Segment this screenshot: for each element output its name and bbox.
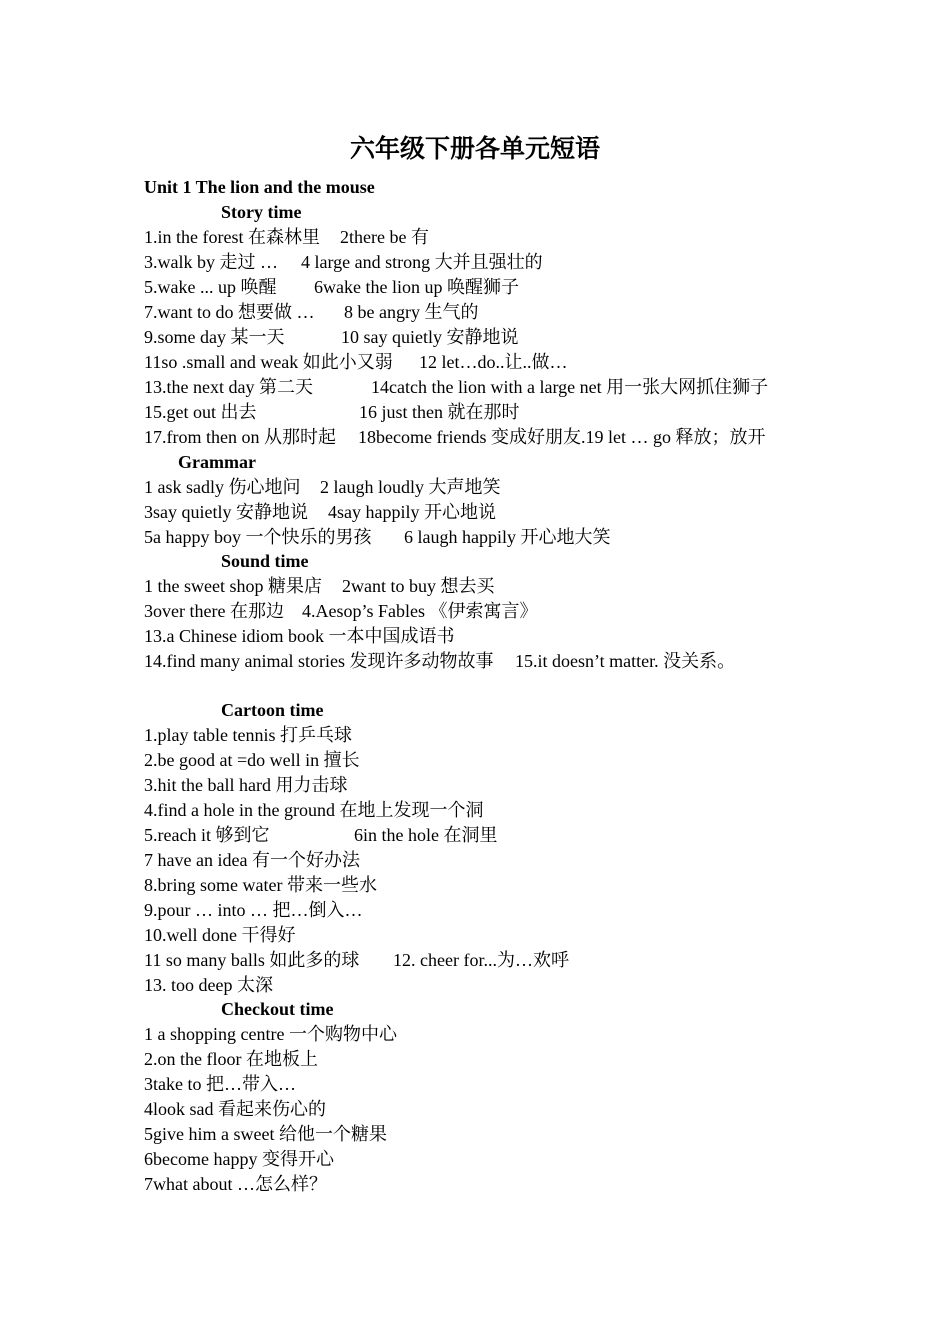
phrase-line: 5give him a sweet 给他一个糖果 xyxy=(144,1124,387,1144)
phrase: 14.find many animal stories 发现许多动物故事 xyxy=(144,651,494,671)
section-heading-grammar: Grammar xyxy=(178,452,256,472)
phrase: 18become friends 变成好朋友.19 let … go 释放；放开 xyxy=(358,427,766,447)
phrase: 15.get out 出去 xyxy=(144,402,257,422)
phrase-line: 10.well done 干得好 xyxy=(144,925,296,945)
phrase: 2want to buy 想去买 xyxy=(342,576,495,596)
phrase: 4.Aesop’s Fables 《伊索寓言》 xyxy=(302,601,538,621)
phrase: 3say quietly 安静地说 xyxy=(144,502,308,522)
phrase-line: 9.pour … into … 把…倒入… xyxy=(144,900,363,920)
phrase-line: 7 have an idea 有一个好办法 xyxy=(144,850,360,870)
phrase: 1 ask sadly 伤心地问 xyxy=(144,477,301,497)
phrase: 15.it doesn’t matter. 没关系。 xyxy=(515,651,736,671)
phrase: 16 just then 就在那时 xyxy=(359,402,520,422)
phrase-line: 4look sad 看起来伤心的 xyxy=(144,1099,326,1119)
phrase-line: 1.play table tennis 打乒乓球 xyxy=(144,725,352,745)
phrase: 5.wake ... up 唤醒 xyxy=(144,277,277,297)
phrase-line: 3take to 把…带入… xyxy=(144,1074,296,1094)
phrase: 9.some day 某一天 xyxy=(144,327,285,347)
phrase-line: 8.bring some water 带来一些水 xyxy=(144,875,377,895)
phrase: 11so .small and weak 如此小又弱 xyxy=(144,352,393,372)
phrase-line: 4.find a hole in the ground 在地上发现一个洞 xyxy=(144,800,484,820)
phrase-line: 6become happy 变得开心 xyxy=(144,1149,334,1169)
phrase: 7.want to do 想要做 … xyxy=(144,302,315,322)
page-title: 六年级下册各单元短语 xyxy=(349,136,600,163)
phrase: 6 laugh happily 开心地大笑 xyxy=(404,527,611,547)
phrase: 12. cheer for...为…欢呼 xyxy=(393,950,569,970)
phrase: 10 say quietly 安静地说 xyxy=(341,327,519,347)
section-heading-sound-time: Sound time xyxy=(221,551,309,571)
phrase-line: 1 a shopping centre 一个购物中心 xyxy=(144,1024,397,1044)
phrase: 4say happily 开心地说 xyxy=(328,502,496,522)
phrase: 14catch the lion with a large net 用一张大网抓住狮子 xyxy=(371,377,769,397)
phrase: 13.the next day 第二天 xyxy=(144,377,313,397)
phrase: 2 laugh loudly 大声地笑 xyxy=(320,477,501,497)
phrase-line: 13. too deep 太深 xyxy=(144,975,273,995)
phrase-line: 7what about …怎么样？ xyxy=(144,1174,327,1194)
section-heading-checkout-time: Checkout time xyxy=(221,999,334,1019)
phrase: 11 so many balls 如此多的球 xyxy=(144,950,360,970)
phrase: 6in the hole 在洞里 xyxy=(354,825,498,845)
section-heading-story-time: Story time xyxy=(221,202,302,222)
phrase: 2there be 有 xyxy=(340,227,429,247)
phrase: 17.from then on 从那时起 xyxy=(144,427,336,447)
phrase: 4 large and strong 大并且强壮的 xyxy=(301,252,543,272)
phrase: 5.reach it 够到它 xyxy=(144,825,270,845)
phrase-line: 3.hit the ball hard 用力击球 xyxy=(144,775,348,795)
phrase: 5a happy boy 一个快乐的男孩 xyxy=(144,527,372,547)
section-heading-cartoon-time: Cartoon time xyxy=(221,700,324,720)
phrase: 3over there 在那边 xyxy=(144,601,284,621)
phrase: 1.in the forest 在森林里 xyxy=(144,227,320,247)
phrase: 12 let…do..让..做… xyxy=(419,352,568,372)
phrase: 1 the sweet shop 糖果店 xyxy=(144,576,322,596)
phrase: 8 be angry 生气的 xyxy=(344,302,479,322)
phrase-line: 2.on the floor 在地板上 xyxy=(144,1049,318,1069)
phrase: 6wake the lion up 唤醒狮子 xyxy=(314,277,519,297)
phrase: 3.walk by 走过 … xyxy=(144,252,278,272)
phrase-line: 2.be good at =do well in 擅长 xyxy=(144,750,360,770)
unit-heading: Unit 1 The lion and the mouse xyxy=(144,177,375,197)
phrase-line: 13.a Chinese idiom book 一本中国成语书 xyxy=(144,626,455,646)
